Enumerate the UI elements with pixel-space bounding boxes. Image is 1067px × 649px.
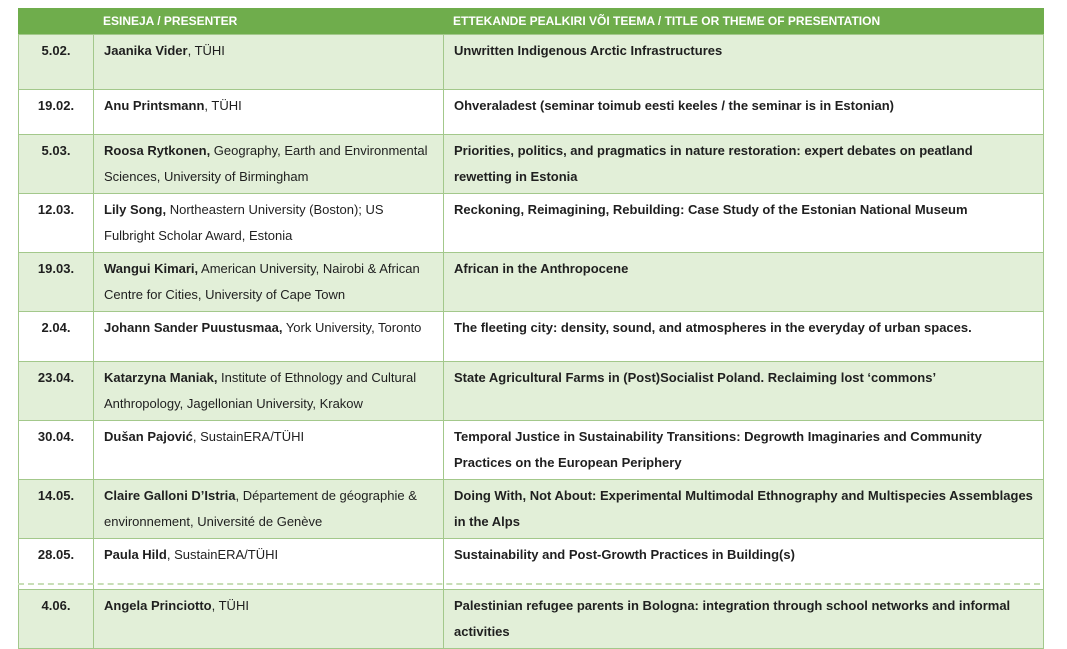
date-cell: 4.06. [19,590,94,649]
presenter-affiliation: , TÜHI [211,598,249,613]
header-cell-date [19,9,94,35]
presenter-affiliation: Geography, Earth and Environmental Sciences, University of Birmingham [104,143,428,184]
presentation-title-cell: Temporal Justice in Sustainability Transitions: Degrowth Imaginaries and Community Practices on the European Periphery [444,421,1044,480]
presentation-title-cell: The fleeting city: density, sound, and atmospheres in the everyday of urban spaces. [444,312,1044,362]
presenter-name: Lily Song, [104,202,167,217]
presenter-name: Roosa Rytkonen, [104,143,211,158]
presenter-affiliation: Northeastern University (Boston); US Fulbright Scholar Award, Estonia [104,202,384,243]
presenter-affiliation: , SustainERA/TÜHI [166,547,279,562]
presenter-name: Dušan Pajović [104,429,193,444]
presenter-affiliation: , Département de géographie & environnement, Université de Genève [104,488,417,529]
date-cell: 5.03. [19,135,94,194]
presenter-name: Paula Hild [104,547,167,562]
presenter-cell [94,253,444,312]
presenter-affiliation: Institute of Ethnology and Cultural Anthropology, Jagellonian University, Krakow [104,370,417,411]
table-row [19,362,1044,421]
presentation-title-cell: Doing With, Not About: Experimental Multimodal Ethnography and Multispecies Assemblages in the Alps [444,480,1044,539]
presenter-name: Wangui Kimari, [104,261,199,276]
presenter-cell [94,590,444,649]
presenter-name: Katarzyna Maniak, [104,370,218,385]
presenter-cell [94,135,444,194]
table-header-row [19,9,1044,35]
presentation-title-cell: State Agricultural Farms in (Post)Socialist Poland. Reclaiming lost ‘commons’ [444,362,1044,421]
presenter-affiliation: , SustainERA/TÜHI [192,429,305,444]
presentation-title-cell: Ohveraladest (seminar toimub eesti keeles / the seminar is in Estonian) [444,90,1044,135]
presenter-name: Anu Printsmann [104,98,205,113]
presenter-affiliation: York University, Toronto [282,320,422,335]
table-row [19,539,1044,590]
presentation-title-cell: Sustainability and Post-Growth Practices in Building(s) [444,539,1044,590]
presenter-cell [94,35,444,90]
presenter-cell [94,362,444,421]
presenter-affiliation: , TÜHI [204,98,242,113]
table-row [19,421,1044,480]
seminar-schedule-table [18,8,1044,649]
presentation-title-cell: Unwritten Indigenous Arctic Infrastructures [444,35,1044,90]
header-cell-presenter: ESINEJA / PRESENTER [94,9,444,35]
presentation-title-cell: Reckoning, Reimagining, Rebuilding: Case Study of the Estonian National Museum [444,194,1044,253]
table-row [19,194,1044,253]
date-cell: 5.02. [19,35,94,90]
date-cell: 30.04. [19,421,94,480]
date-cell: 23.04. [19,362,94,421]
date-cell: 19.03. [19,253,94,312]
table-row [19,90,1044,135]
presenter-name: Johann Sander Puustusmaa, [104,320,283,335]
presentation-title-cell: Priorities, politics, and pragmatics in nature restoration: expert debates on peatland rewetting in Estonia [444,135,1044,194]
presenter-cell [94,194,444,253]
presenter-cell [94,480,444,539]
table-row [19,312,1044,362]
page-break-dashed-line [18,583,1040,585]
presenter-cell [94,90,444,135]
header-cell-title: ETTEKANDE PEALKIRI VÕI TEEMA / TITLE OR THEME OF PRESENTATION [444,9,1044,35]
date-cell: 28.05. [19,539,94,590]
table-row [19,35,1044,90]
table-row [19,253,1044,312]
presentation-title-cell: Palestinian refugee parents in Bologna: integration through school networks and informal activities [444,590,1044,649]
table-row [19,135,1044,194]
date-cell: 14.05. [19,480,94,539]
presenter-cell [94,312,444,362]
presenter-name: Angela Princiotto [104,598,212,613]
presenter-affiliation: American University, Nairobi & African Centre for Cities, University of Cape Town [104,261,420,302]
table-row [19,480,1044,539]
date-cell: 2.04. [19,312,94,362]
presenter-affiliation: , TÜHI [187,43,225,58]
date-cell: 12.03. [19,194,94,253]
presenter-name: Jaanika Vider [104,43,188,58]
table-row [19,590,1044,649]
presentation-title-cell: African in the Anthropocene [444,253,1044,312]
presenter-cell [94,539,444,590]
presenter-name: Claire Galloni D’Istria [104,488,236,503]
presenter-cell [94,421,444,480]
date-cell: 19.02. [19,90,94,135]
